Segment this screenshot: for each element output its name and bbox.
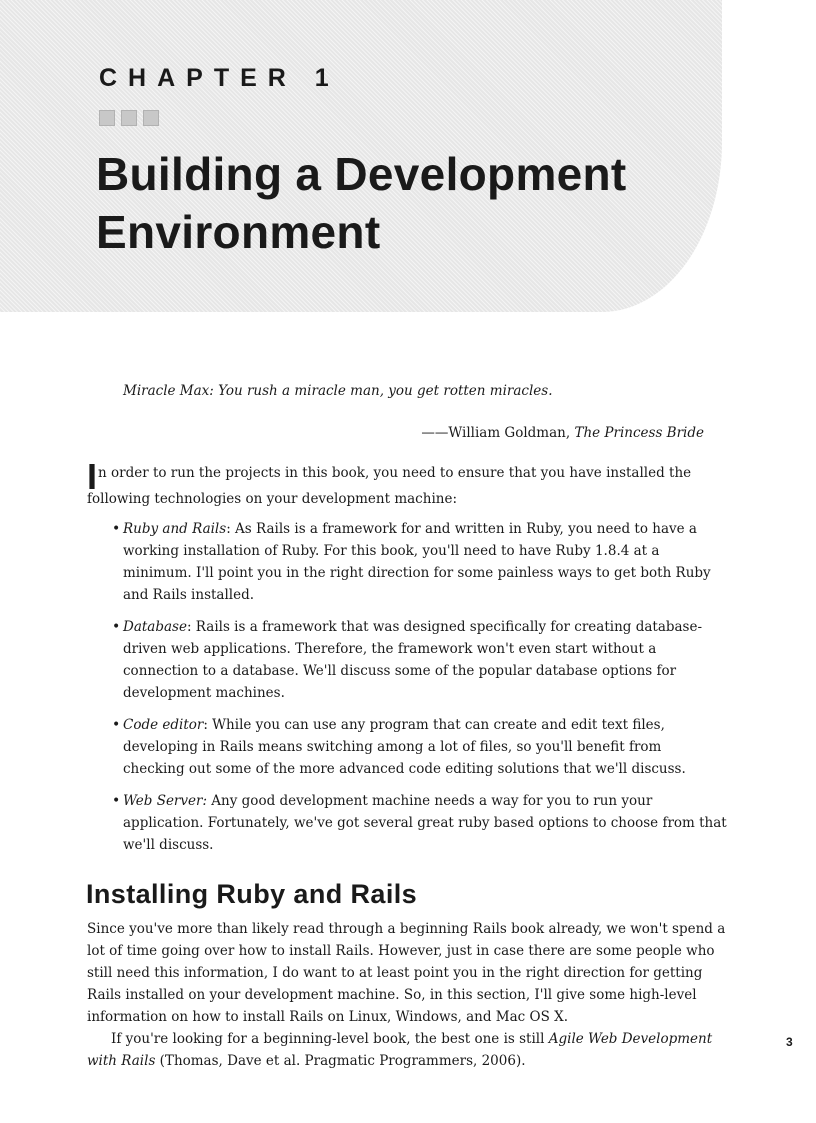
list-item-text: : As Rails is a framework for and written in Ruby, you need to have a working installation of Ruby. For this book, you'll need to have Ruby 1.8.4 at a minimum. I'll point you in the right direction for some painless ways to get both Ruby and Rails installed.	[123, 521, 711, 603]
list-item-term: Database	[123, 619, 187, 635]
page-number: 3	[786, 1035, 793, 1049]
list-item	[87, 616, 727, 704]
book-title: Agile Web Development with Rails	[87, 1031, 713, 1069]
list-item	[87, 714, 727, 780]
section-paragraph: Since you've more than likely read through a beginning Rails book already, we won't spend a lot of time going over how to install Rails. However, just in case there are some people who still need this information, I do want to at least point you in the right direction for getting Rails installed on your development machine. So, in this section, I'll give some high-level information on how to install Rails on Linux, Windows, and Mac OS X.	[87, 921, 726, 1025]
list-item	[87, 518, 727, 606]
intro-paragraph	[87, 456, 727, 510]
paragraph-text: (Thomas, Dave et al. Pragmatic Programmers, 2006).	[155, 1053, 526, 1069]
attribution-author: ——William Goldman,	[421, 425, 575, 441]
list-item-term: Ruby and Rails	[123, 521, 227, 537]
list-item-text: : While you can use any program that can create and edit text files, developing in Rails means switching among a lot of files, so you'll benefit from checking out some of the more advanced code editing solutions that we'll discuss.	[123, 717, 686, 777]
list-item-text: Any good development machine needs a way for you to run your application. Fortunately, we've got several great ruby based options to choose from that we'll discuss.	[123, 793, 727, 853]
list-item-text: : Rails is a framework that was designed specifically for creating database-driven web applications. Therefore, the framework won't even start without a connection to a database. We'll discuss some of the popular database options for development machines.	[123, 619, 703, 701]
drop-cap: I	[87, 456, 98, 497]
section-paragraph	[87, 1028, 727, 1072]
epigraph-attribution	[421, 425, 704, 441]
square-icon	[99, 110, 115, 126]
list-item	[87, 790, 727, 856]
section-heading: Installing Ruby and Rails	[86, 879, 418, 909]
chapter-label: CHAPTER 1	[99, 64, 340, 92]
square-icon	[121, 110, 137, 126]
body-content	[86, 456, 727, 1072]
decorative-squares	[99, 110, 159, 126]
attribution-work: The Princess Bride	[574, 425, 704, 441]
epigraph-quote: Miracle Max: You rush a miracle man, you get rotten miracles.	[123, 383, 553, 399]
intro-text: n order to run the projects in this book, you need to ensure that you have installed the following technologies on your development machine:	[87, 465, 692, 507]
paragraph-text: If you're looking for a beginning-level book, the best one is still	[111, 1031, 549, 1047]
chapter-title: Building a Development Environment	[96, 148, 627, 258]
requirements-list	[87, 518, 727, 856]
square-icon	[143, 110, 159, 126]
list-item-term: Web Server:	[123, 793, 208, 809]
list-item-term: Code editor	[123, 717, 204, 733]
